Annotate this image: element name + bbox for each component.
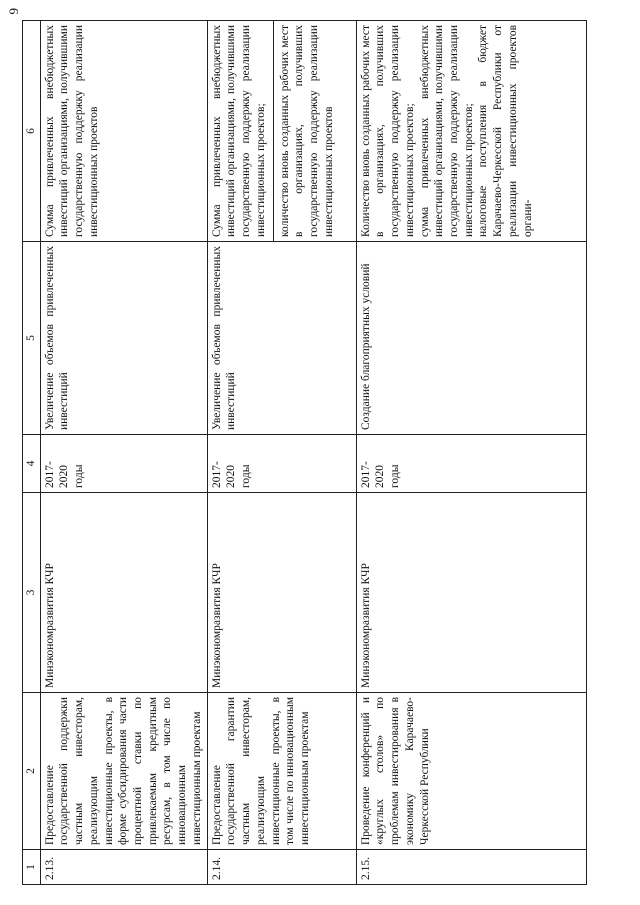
column-header: 3 bbox=[23, 493, 41, 693]
column-header: 1 bbox=[23, 850, 41, 885]
row-number: 2.15. bbox=[356, 850, 586, 885]
indicator-text: Количество вновь созданных рабочих мест в организациях, получивших государственную поддержку реализации инвестиционных проектов; bbox=[359, 25, 416, 237]
indicators-cell bbox=[40, 21, 207, 242]
result-cell: Увеличение объемов привлеченных инвестиций bbox=[40, 242, 207, 435]
header-row bbox=[23, 21, 41, 885]
row-number: 2.13. bbox=[40, 850, 207, 885]
row-number: 2.14. bbox=[207, 850, 356, 885]
indicator-text: количество вновь созданных рабочих мест в организациях, получивших государственную поддержку реализации инвестиционных проектов bbox=[278, 25, 335, 237]
result-cell: Создание благоприятных условий bbox=[356, 242, 586, 435]
executor-cell: Минэкономразвития КЧР bbox=[356, 493, 586, 693]
executor-cell: Минэкономразвития КЧР bbox=[40, 493, 207, 693]
indicators-cell bbox=[207, 21, 356, 242]
activity-cell: Предоставление государственной гарантии частным инвесторам, реализующим инвестиционные проекты, в том числе по инновационным инвестиционным проектам bbox=[207, 693, 356, 850]
period-cell: 2017-2020 годы bbox=[40, 435, 207, 493]
period-cell: 2017-2020 годы bbox=[356, 435, 586, 493]
table-row bbox=[40, 21, 207, 885]
column-header: 5 bbox=[23, 242, 41, 435]
table-row bbox=[207, 21, 356, 885]
period-cell: 2017-2020 годы bbox=[207, 435, 356, 493]
column-header: 4 bbox=[23, 435, 41, 493]
table-row bbox=[356, 21, 586, 885]
measures-table bbox=[22, 20, 587, 885]
cell-divider bbox=[273, 21, 274, 241]
indicator-text: сумма привлеченных внебюджетных инвестиций организациями, получившими государственную поддержку реализации инвестиционных проектов; bbox=[418, 25, 475, 237]
indicators-cell bbox=[356, 21, 586, 242]
indicator-text: налоговые поступления в бюджет Карачаево-Черкесской Республики от реализации инвестиционных проектов органи- bbox=[477, 25, 534, 237]
indicator-text: Сумма привлеченных внебюджетных инвестиций организациями, получившими государственную поддержку реализации инвестиционных проектов bbox=[43, 25, 100, 237]
column-header: 2 bbox=[23, 693, 41, 850]
activity-cell: Предоставление государственной поддержки частным инвесторам, реализующим инвестиционные проекты, в форме субсидирования части процентной ставки по привлекаемым кредитным ресурсам, в том числе по инновационным инвестиционным проектам bbox=[40, 693, 207, 850]
page-number: 9 bbox=[6, 8, 21, 15]
result-cell: Увеличение объемов привлеченных инвестиций bbox=[207, 242, 356, 435]
indicator-text: Сумма привлеченных внебюджетных инвестиций организациями, получившими государственную поддержку реализации инвестиционных проектов; bbox=[210, 25, 267, 237]
column-header: 6 bbox=[23, 21, 41, 242]
activity-cell: Проведение конференций и «круглых столов» по проблемам инвестирования в экономику Карачаево-Черкесской Республики bbox=[356, 693, 586, 850]
executor-cell: Минэкономразвития КЧР bbox=[207, 493, 356, 693]
